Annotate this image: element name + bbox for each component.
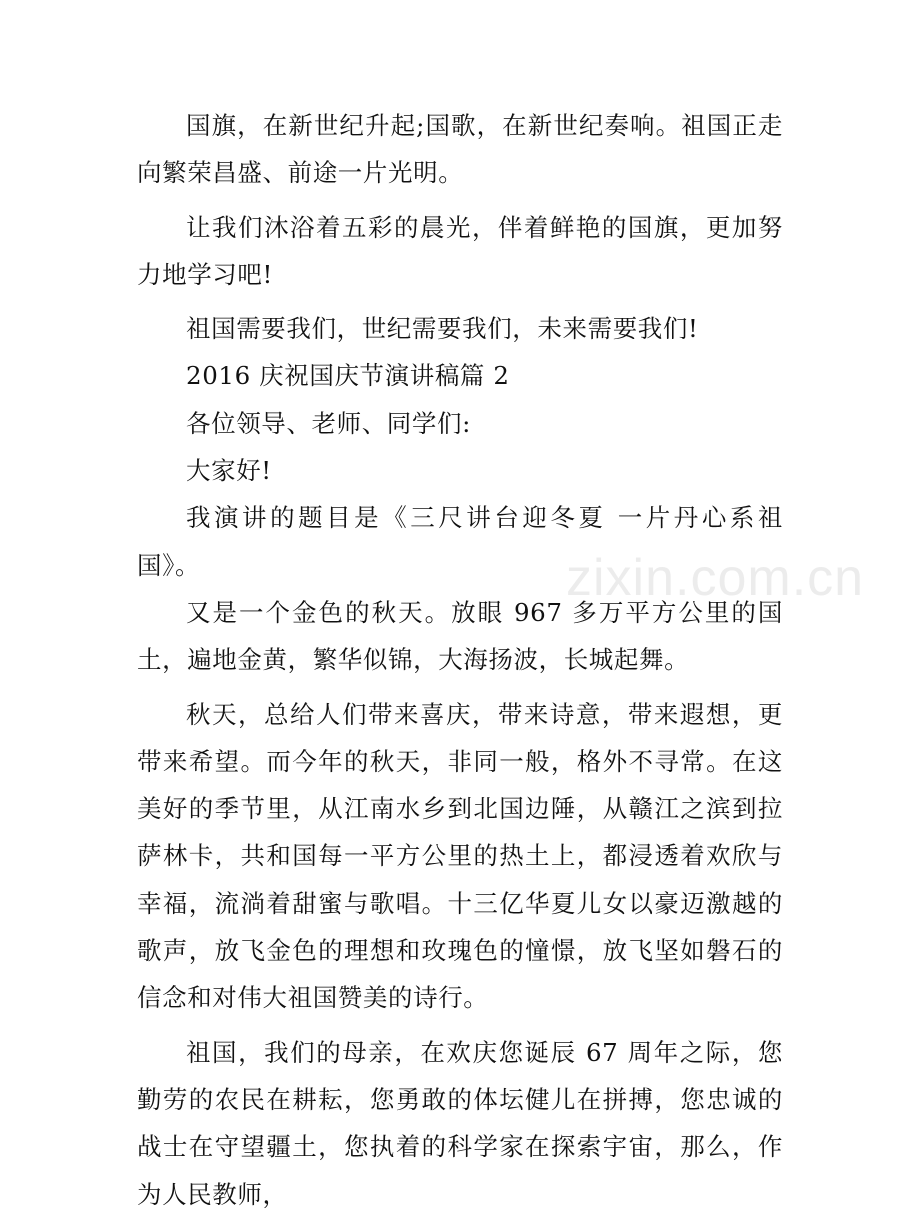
speech-title-line: 我演讲的题目是《三尺讲台迎冬夏 一片丹心系祖国》。 bbox=[137, 503, 783, 580]
paragraph: 祖国需要我们，世纪需要我们，未来需要我们! bbox=[186, 314, 699, 344]
section-heading: 2016 庆祝国庆节演讲稿篇 2 bbox=[186, 361, 510, 391]
paragraph: 让我们沐浴着五彩的晨光，伴着鲜艳的国旗，更加努力地学习吧! bbox=[137, 212, 783, 289]
greeting: 大家好! bbox=[186, 456, 272, 486]
salutation: 各位领导、老师、同学们: bbox=[186, 408, 471, 438]
document-body bbox=[137, 102, 783, 1218]
paragraph: 秋天，总给人们带来喜庆，带来诗意，带来遐想，更带来希望。而今年的秋天，非同一般，格外不寻常。在这美好的季节里，从江南水乡到北国边陲，从赣江之滨到拉萨林卡，共和国每一平方公里的热土上，都浸透着欢欣与幸福，流淌着甜蜜与歌唱。十三亿华夏儿女以豪迈激越的歌声，放飞金色的理想和玫瑰色的憧憬，放飞坚如磐石的信念和对伟大祖国赞美的诗行。 bbox=[137, 699, 783, 1013]
watermark: zixin.com.cn bbox=[566, 549, 865, 607]
paragraph: 祖国，我们的母亲，在欢庆您诞辰 67 周年之际，您勤劳的农民在耕耘，您勇敢的体坛健儿在拼搏，您忠诚的战士在守望疆土，您执着的科学家在探索宇宙，那么，作为人民教师， bbox=[137, 1037, 783, 1209]
paragraph: 国旗，在新世纪升起;国歌，在新世纪奏响。祖国正走向繁荣昌盛、前途一片光明。 bbox=[137, 111, 783, 188]
paragraph: 又是一个金色的秋天。放眼 967 多万平方公里的国土，遍地金黄，繁华似锦，大海扬波，长城起舞。 bbox=[137, 597, 783, 675]
